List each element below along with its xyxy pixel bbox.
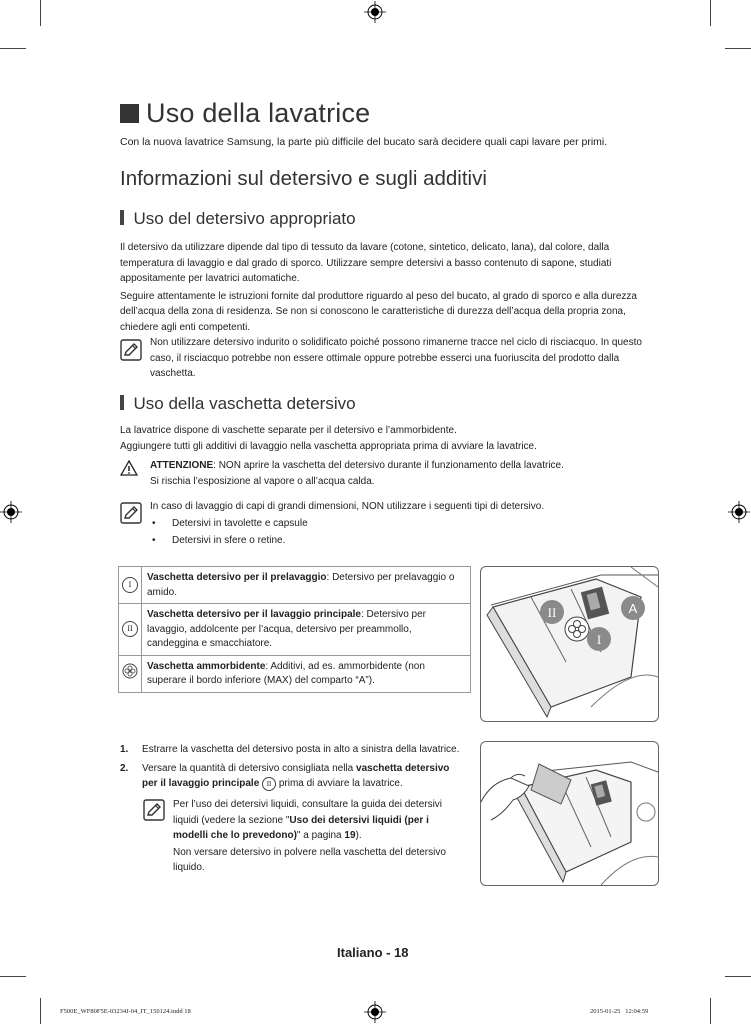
warning-line-2: Si rischia l’esposizione al vapore o all’acqua calda.	[150, 475, 375, 487]
drawer-drawing	[481, 567, 658, 721]
drawer-note-text: In caso di lavaggio di capi di grandi dimensioni, NON utilizzare i seguenti tipi di detersivo.	[150, 501, 545, 512]
compartment-label: Vaschetta detersivo per il prelavaggio	[147, 572, 327, 583]
crop-mark	[40, 998, 41, 1024]
table-cell	[142, 655, 471, 692]
step-text: Estrarre la vaschetta del detersivo posta in alto a sinistra della lavatrice.	[142, 744, 460, 755]
subsection-title-drawer	[120, 394, 356, 414]
compartment-text: : Additivi, ad es. ammorbidente (non superare il bordo inferiore (MAX) del comparto “A”).	[147, 660, 425, 686]
note-page-ref: 19	[344, 830, 356, 841]
step-bold: vaschetta detersivo per il lavaggio principale	[142, 762, 450, 789]
figure-label-ii: II	[547, 605, 557, 620]
table-cell-icon	[119, 655, 142, 692]
crop-mark	[725, 48, 751, 49]
intro-text: Con la nuova lavatrice Samsung, la parte più difficile del bucato sarà decidere quali capi lavare per primi.	[120, 136, 608, 148]
crop-mark	[0, 976, 26, 977]
registration-mark-icon	[728, 501, 750, 523]
paragraph: Il detersivo da utilizzare dipende dal tipo di tessuto da lavare (cotone, sintetico, delicato, lana), dal colore, dalla temperatura di lavaggio e dal grado di sporco. Utilizzare sempre detersivi a basso contenuto di sapone, studiati appositamente per lavatrici automatiche.	[120, 242, 612, 284]
note-pencil-icon	[120, 502, 142, 524]
warning-block	[150, 458, 650, 489]
table-cell	[142, 604, 471, 656]
compartment-label: Vaschetta detersivo per il lavaggio principale	[147, 609, 361, 620]
heading-bar	[120, 395, 124, 410]
table-cell-icon	[119, 567, 142, 604]
note-text: ).	[355, 830, 362, 841]
warning-label: ATTENZIONE	[150, 460, 214, 471]
detergent-body	[120, 240, 650, 335]
paragraph: Aggiungere tutti gli additivi di lavaggio nella vaschetta appropriata prima di avviare la lavatrice.	[120, 440, 537, 452]
list-item	[150, 533, 660, 549]
print-slug-right: 2015-01-25 12:04:59	[590, 1008, 649, 1015]
drawer-illustration	[480, 566, 659, 722]
warning-line	[150, 458, 650, 474]
compartment-text: : Detersivo per prelavaggio o amido.	[147, 572, 455, 598]
page-title	[120, 98, 370, 129]
crop-mark	[40, 0, 41, 26]
step-text: Versare la quantità di detersivo consigliata nella	[142, 762, 357, 774]
bullet: •	[152, 535, 156, 546]
step-number: 2.	[120, 762, 129, 774]
steps-list	[120, 742, 465, 795]
subsection-title-text: Uso della vaschetta detersivo	[133, 394, 356, 413]
bullet: •	[152, 518, 156, 529]
liquid-note	[173, 797, 463, 876]
pouring-illustration	[480, 741, 659, 886]
compartment-ii-icon: II	[122, 621, 138, 637]
list-item-text: Detersivi in sfere o retine.	[172, 535, 286, 546]
registration-mark-icon	[364, 1001, 386, 1023]
liquid-note-text-2: Non versare detersivo in polvere nella vaschetta del detersivo liquido.	[173, 846, 446, 873]
warning-text: : NON aprire la vaschetta del detersivo durante il funzionamento della lavatrice.	[213, 460, 564, 471]
detergent-note: Non utilizzare detersivo indurito o solidificato poiché possono rimanerne tracce nel ciclo di risciacquo. In questo caso, il risciacquo potrebbe non essere ottimale oppure potrebbe esserci una fuoriuscita del prodotto dalla vaschetta.	[150, 337, 642, 379]
crop-mark	[710, 998, 711, 1024]
note-link-section: Uso dei detersivi liquidi (per i modelli che lo prevedono)	[173, 814, 429, 841]
liquid-note-text	[173, 797, 463, 844]
drawer-note	[150, 499, 660, 549]
page-number: Italiano - 18	[337, 945, 409, 960]
table-row	[119, 655, 471, 692]
compartment-text: : Detersivo per lavaggio, addolcente per l’acqua, detersivo per preammollo, candeggina e smacchiatore.	[147, 609, 427, 649]
section-title: Informazioni sul detersivo e sugli additivi	[120, 167, 487, 190]
print-slug-left: F500E_WF80F5E-03234J-04_IT_150124.indd 18	[60, 1008, 191, 1015]
compartment-label: Vaschetta ammorbidente	[147, 660, 266, 672]
step-1	[120, 742, 465, 758]
table-row	[119, 567, 471, 604]
paragraph: La lavatrice dispone di vaschette separate per il detersivo e l’ammorbidente.	[120, 425, 457, 436]
registration-mark-icon	[364, 1, 386, 23]
table-row	[119, 604, 471, 656]
step-number: 1.	[120, 744, 129, 755]
figure-label-i: I	[596, 632, 602, 647]
subsection-title-text: Uso del detersivo appropriato	[133, 209, 356, 228]
step-text: prima di avviare la lavatrice.	[276, 778, 403, 789]
compartment-ii-icon: II	[262, 777, 276, 791]
note-text: " a pagina	[296, 830, 345, 841]
compartment-table	[118, 566, 471, 693]
list-item	[150, 516, 660, 532]
title-square-icon	[120, 104, 139, 123]
note-text: Per l’uso dei detersivi liquidi, consultare la guida dei detersivi liquidi (vedere la sezione "	[173, 799, 443, 826]
subsection-title-detergent	[120, 209, 356, 229]
step-2	[120, 761, 465, 792]
softener-flower-icon	[122, 663, 138, 679]
note-pencil-icon	[120, 339, 142, 361]
registration-mark-icon	[0, 501, 22, 523]
note-pencil-icon	[143, 799, 165, 821]
crop-mark	[0, 48, 26, 49]
drawer-body	[120, 423, 650, 454]
figure-label-a: A	[628, 601, 638, 616]
crop-mark	[710, 0, 711, 26]
table-cell-icon	[119, 604, 142, 656]
paragraph: Seguire attentamente le istruzioni fornite dal produttore riguardo al peso del bucato, al grado di sporco e alla durezza dell’acqua della zona di residenza. Se non si conoscono le caratteristiche di durezza dell’acqua della propria zona, chiedere agli enti competenti.	[120, 290, 637, 333]
warning-triangle-icon	[120, 460, 138, 476]
compartment-i-icon: I	[122, 577, 138, 593]
table-cell	[142, 567, 471, 604]
crop-mark	[725, 976, 751, 977]
list-item-text: Detersivi in tavolette e capsule	[172, 518, 308, 529]
heading-bar	[120, 210, 124, 225]
page-title-text: Uso della lavatrice	[146, 98, 371, 128]
pouring-drawing	[481, 742, 658, 885]
